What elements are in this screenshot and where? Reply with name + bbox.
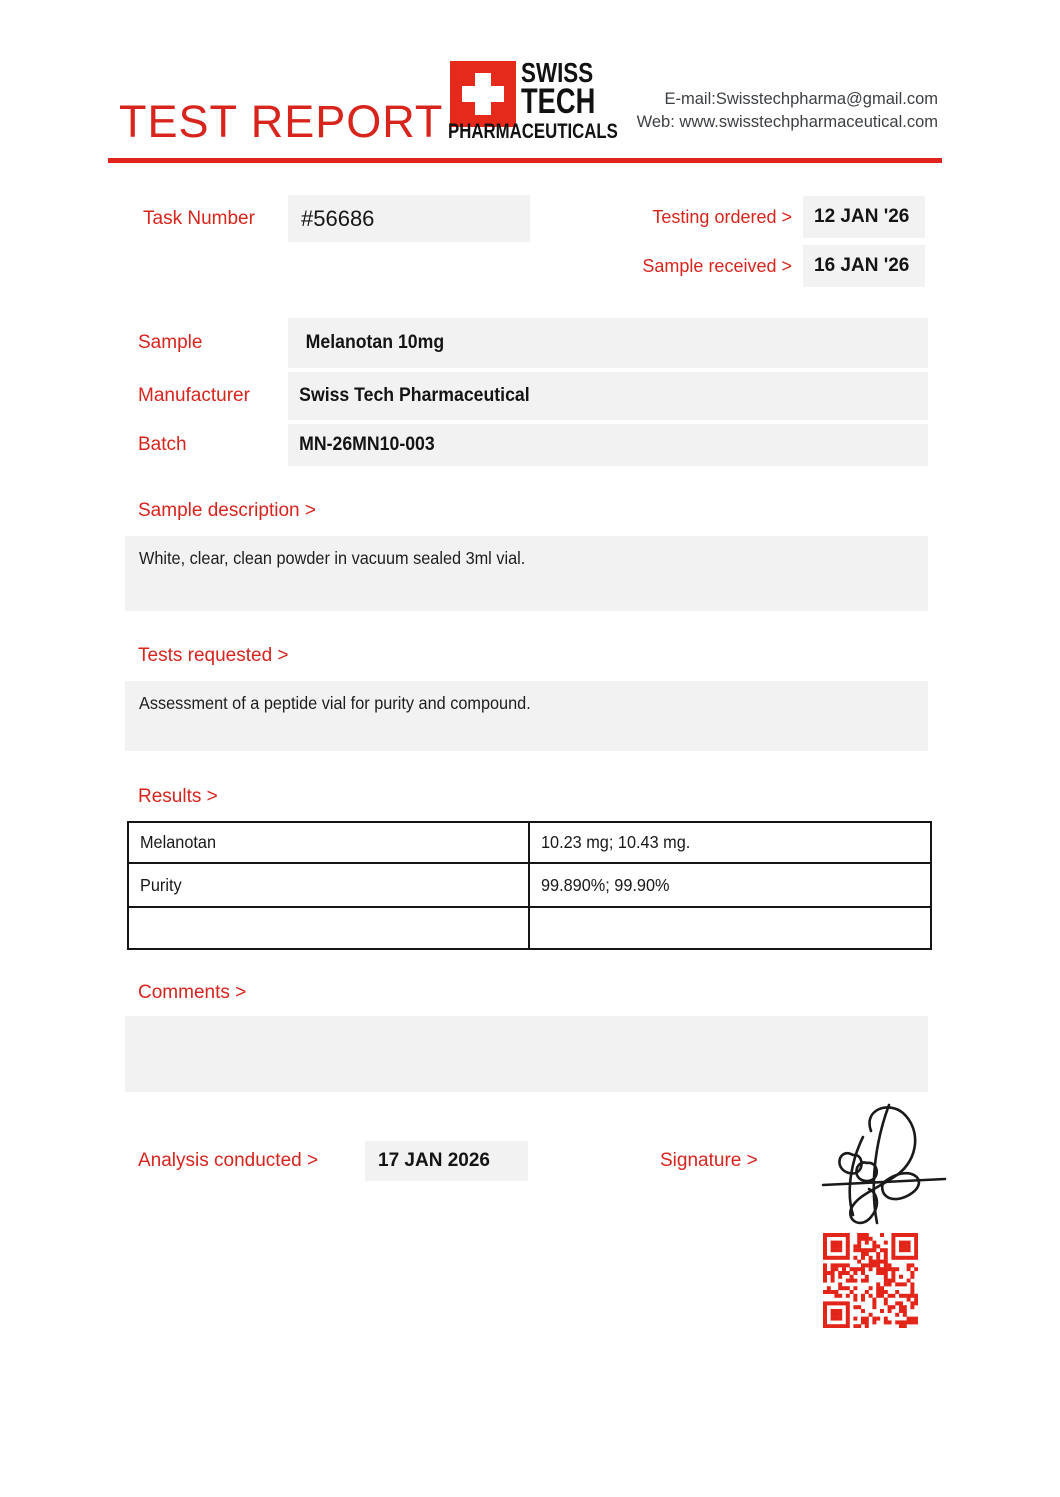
- analysis-conducted-label: Analysis conducted >: [138, 1150, 319, 1171]
- header-divider: [108, 158, 942, 163]
- sample-label: Sample: [138, 332, 203, 353]
- batch-label: Batch: [138, 434, 187, 455]
- signature-label: Signature >: [660, 1150, 758, 1171]
- sample-description-box: [125, 536, 928, 611]
- results-table: [127, 821, 932, 950]
- sample-received-value: 16 JAN '26: [814, 255, 910, 276]
- task-number-value: #56686: [301, 205, 375, 231]
- contact-web: Web: www.swisstechpharmaceutical.com: [636, 113, 938, 131]
- tests-requested-text: Assessment of a peptide vial for purity and compound.: [139, 693, 531, 713]
- signature-scribble: [793, 1097, 951, 1233]
- task-number-field: [288, 195, 530, 242]
- swiss-cross-icon: [450, 61, 516, 127]
- batch-field: [288, 424, 928, 466]
- testing-ordered-value: 12 JAN '26: [814, 206, 910, 227]
- comments-label: Comments >: [138, 982, 247, 1003]
- testing-ordered-field: [803, 196, 925, 238]
- analysis-date-value: 17 JAN 2026: [378, 1150, 490, 1171]
- sample-description-label: Sample description >: [138, 500, 316, 521]
- results-label: Results >: [138, 786, 218, 807]
- sample-value: Melanotan 10mg: [305, 332, 445, 353]
- sample-received-field: [803, 245, 925, 287]
- logo-text-swiss: SWISS: [521, 57, 594, 88]
- logo-text-tech: TECH: [521, 82, 596, 121]
- contact-email: E-mail:Swisstechpharma@gmail.com: [664, 90, 938, 108]
- swiss-cross-horizontal-bar: [462, 86, 504, 102]
- table-cell-result: [530, 906, 930, 948]
- page-title: TEST REPORT: [119, 96, 444, 147]
- table-cell-result: 10.23 mg; 10.43 mg.: [541, 832, 691, 852]
- analysis-date-field: [365, 1141, 528, 1181]
- table-cell-analyte: Purity: [129, 862, 530, 906]
- tests-requested-label: Tests requested >: [138, 645, 289, 666]
- sample-description-text: White, clear, clean powder in vacuum sealed 3ml vial.: [139, 548, 526, 568]
- batch-value: MN-26MN10-003: [299, 434, 435, 455]
- table-cell-analyte: Melanotan: [129, 823, 530, 862]
- manufacturer-field: [288, 372, 928, 420]
- manufacturer-value: Swiss Tech Pharmaceutical: [299, 385, 530, 406]
- task-number-label: Task Number: [143, 208, 255, 229]
- sample-field: [288, 318, 928, 368]
- sample-received-label: Sample received >: [642, 256, 792, 276]
- qr-code: [823, 1233, 918, 1328]
- comments-box: [125, 1016, 928, 1092]
- table-cell-result: 99.890%; 99.90%: [530, 862, 930, 906]
- logo-text-pharmaceuticals: PHARMACEUTICALS: [448, 120, 618, 143]
- testing-ordered-label: Testing ordered >: [652, 207, 792, 227]
- manufacturer-label: Manufacturer: [138, 385, 250, 406]
- tests-requested-box: [125, 681, 928, 751]
- table-cell-analyte: [129, 906, 530, 948]
